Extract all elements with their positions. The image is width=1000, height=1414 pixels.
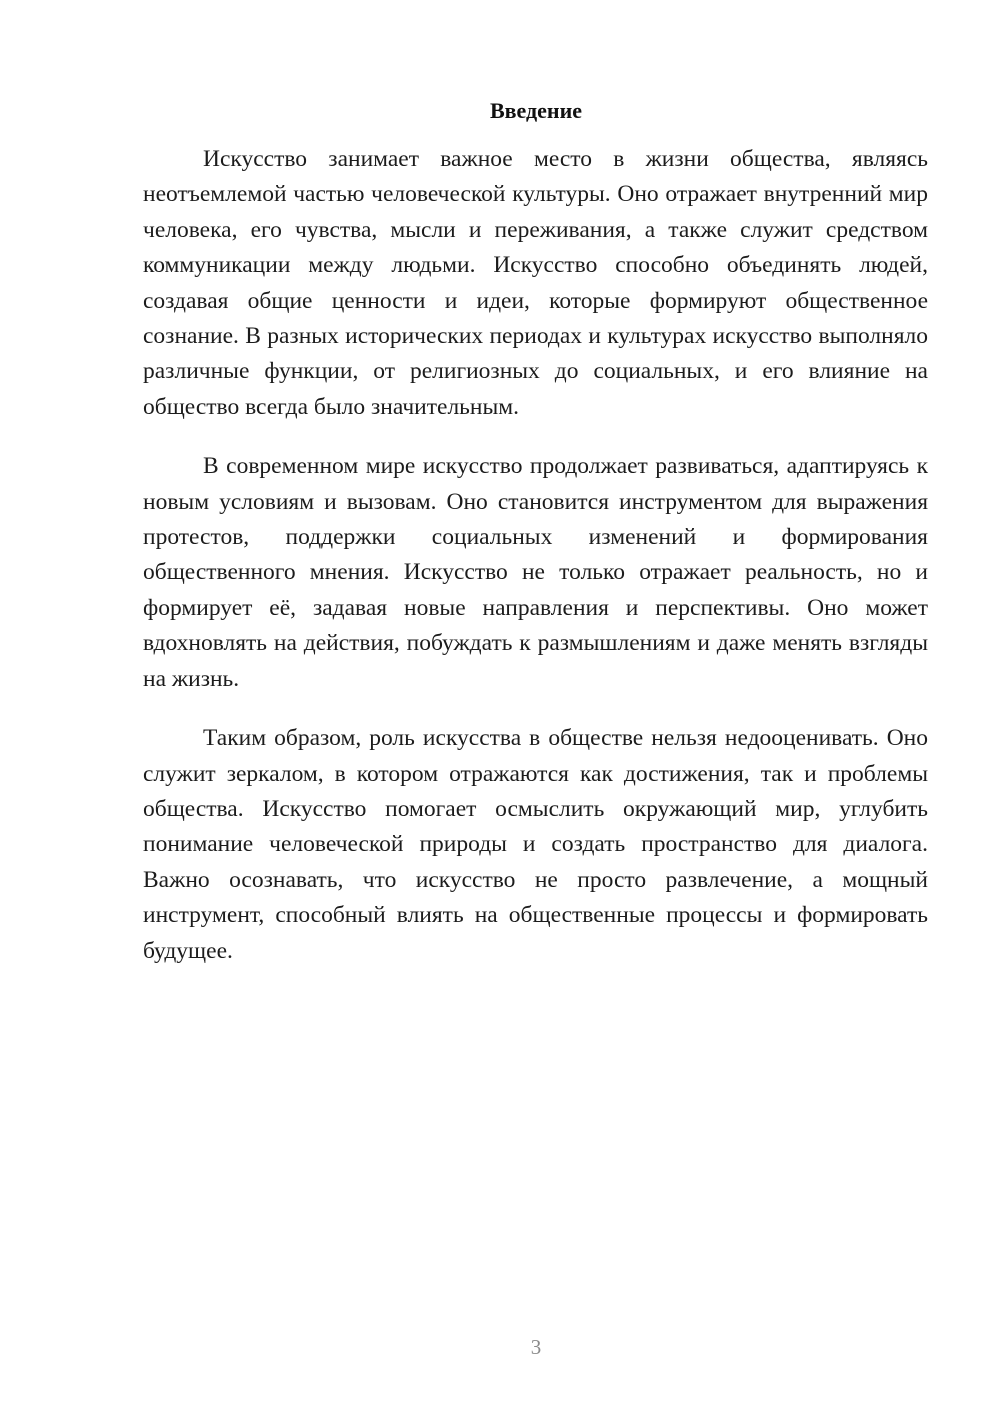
page-number: 3 [530, 1335, 542, 1359]
body-text [143, 142, 928, 993]
paragraph-1: Искусство занимает важное место в жизни общества, являясь неотъемлемой частью человеческой культуры. Оно отражает внутренний мир человека, его чувства, мысли и переживания, а также служит средством коммуникации между людьми. Искусство способно объединять людей, создавая общие ценности и идеи, которые формируют общественное сознание. В разных исторических периодах и культурах искусство выполняло различные функции, от религиозных до социальных, и его влияние на общество всегда было значительным. [143, 146, 928, 420]
paragraph-2: В современном мире искусство продолжает развиваться, адаптируясь к новым условиям и вызовам. Оно становится инструментом для выражения протестов, поддержки социальных изменений и формирования общественного мнения. Искусство не только отражает реальность, но и формирует её, задавая новые направления и перспективы. Оно может вдохновлять на действия, побуждать к размышлениям и даже менять взгляды на жизнь. [143, 453, 928, 692]
paragraph-3: Таким образом, роль искусства в обществе нельзя недооценивать. Оно служит зеркалом, в котором отражаются как достижения, так и проблемы общества. Искусство помогает осмыслить окружающий мир, углубить понимание человеческой природы и создать пространство для диалога. Важно осознавать, что искусство не просто развлечение, а мощный инструмент, способный влиять на общественные процессы и формировать будущее. [143, 725, 928, 964]
section-heading: Введение [489, 98, 583, 123]
